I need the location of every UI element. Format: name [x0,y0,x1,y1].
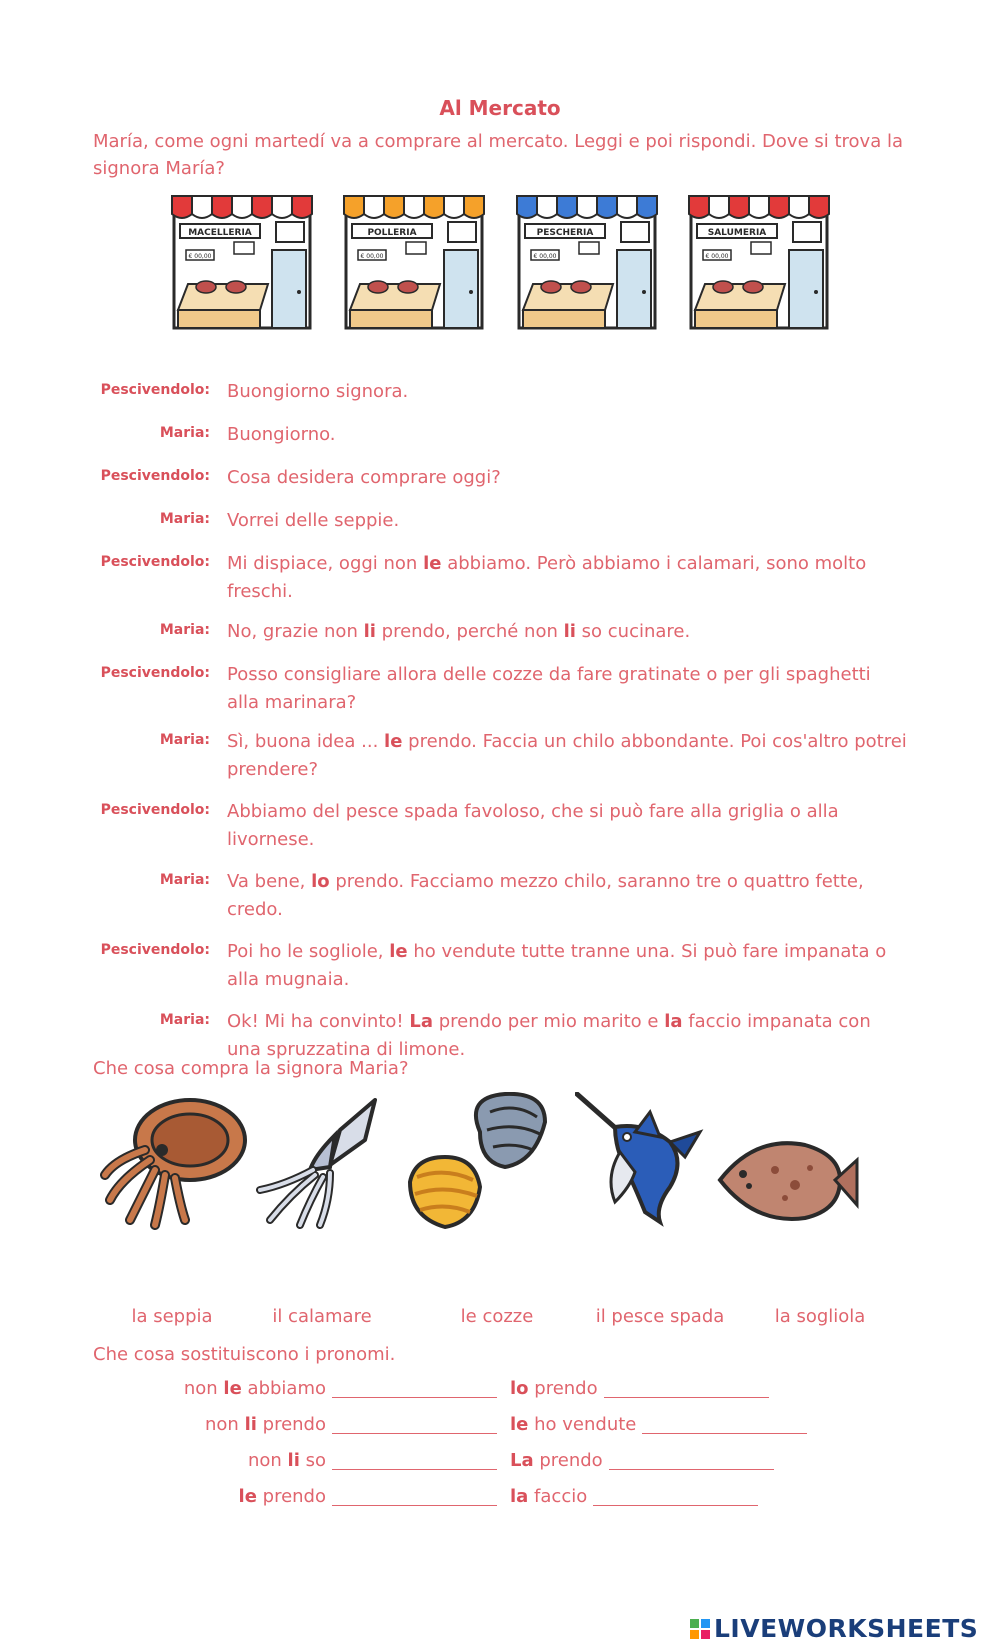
exercise-text: ho vendute [528,1414,637,1435]
exercise-left-2 [248,1450,497,1471]
sole-fish-icon [715,1130,860,1230]
exercise-text: non [205,1414,245,1435]
utterance-text: Cosa desidera comprare oggi? [227,467,501,488]
answer-blank[interactable] [332,1487,497,1506]
label-calamare: il calamare [272,1306,372,1327]
dialogue-line [90,550,907,606]
liveworksheets-logo-icon [690,1619,710,1639]
exercise-pronoun: lo [510,1378,529,1399]
speaker-label: Maria: [159,732,210,748]
squid-icon [255,1095,395,1230]
exercise-text: abbiamo [241,1378,326,1399]
exercise-pronoun: la [510,1486,529,1507]
exercise-pronoun: li [244,1414,257,1435]
speaker-label: Maria: [159,622,210,638]
svg-text:POLLERIA: POLLERIA [367,228,417,238]
utterance [227,938,907,994]
utterance [227,378,907,406]
speaker-label: Maria: [159,511,210,527]
pronoun-highlight: le [384,731,403,752]
exercise-right-0 [510,1378,769,1399]
pronoun-highlight: la [664,1011,683,1032]
exercise-pronoun: le [223,1378,242,1399]
exercise-right-2 [510,1450,774,1471]
shop-polleria [340,192,488,332]
svg-text:€ 00,00: € 00,00 [360,253,384,260]
speaker-label: Pescivendolo: [100,382,210,398]
utterance-text: Mi dispiace, oggi non [227,553,424,574]
dialogue-line [90,618,907,646]
answer-blank[interactable] [604,1379,769,1398]
speaker-label: Pescivendolo: [100,468,210,484]
logo-text: LIVEWORKSHEETS [714,1614,979,1643]
dialogue-line [90,798,907,854]
utterance [227,868,907,924]
label-cozze: le cozze [460,1306,534,1327]
exercise-pronoun: li [287,1450,300,1471]
question-what-buys: Che cosa compra la signora Maria? [93,1058,409,1079]
pronoun-highlight: li [563,621,576,642]
pronoun-highlight: le [423,553,442,574]
utterance-text: Buongiorno signora. [227,381,409,402]
pronoun-highlight: La [409,1011,433,1032]
label-seppia: la seppia [131,1306,213,1327]
utterance-text: Ok! Mi ha convinto! [227,1011,410,1032]
utterance-text: Abbiamo del pesce spada favoloso, che si può fare alla griglia o alla livornese. [227,801,839,850]
question-pronouns: Che cosa sostituiscono i pronomi. [93,1344,396,1365]
svg-text:MACELLERIA: MACELLERIA [188,228,252,238]
answer-blank[interactable] [332,1415,497,1434]
exercise-text: so [299,1450,326,1471]
dialogue-line [90,728,907,784]
dialogue-line [90,1008,907,1064]
exercise-text: non [247,1450,288,1471]
dialogue-line [90,507,907,535]
utterance-text: Sì, buona idea ... [227,731,385,752]
speaker-label: Maria: [159,1012,210,1028]
dialogue-line [90,378,907,406]
pronoun-highlight: lo [311,871,330,892]
cuttlefish-icon [100,1090,250,1230]
utterance [227,507,907,535]
utterance [227,661,907,717]
exercise-text: prendo [256,1414,326,1435]
utterance-text: prendo, perché non [375,621,564,642]
utterance-text: so cucinare. [575,621,691,642]
exercise-text: prendo [533,1450,603,1471]
utterance-text: ho vendute tutte tranne una. Si può fare impanata o alla mugnaia. [227,941,887,990]
speaker-label: Pescivendolo: [100,665,210,681]
liveworksheets-logo [690,1614,978,1643]
dialogue-line [90,938,907,994]
exercise-text: prendo [528,1378,598,1399]
exercise-left-0 [184,1378,497,1399]
speaker-label: Maria: [159,872,210,888]
utterance [227,798,907,854]
utterance-text: Poi ho le sogliole, [227,941,390,962]
intro-text: María, come ogni martedí va a comprare al mercato. Leggi e poi rispondi. Dove si trova la signora María? [93,131,903,179]
speaker-label: Maria: [159,425,210,441]
exercise-pronoun: le [238,1486,257,1507]
svg-text:SALUMERIA: SALUMERIA [707,228,767,238]
label-sogliola: la sogliola [774,1306,866,1327]
utterance-text: prendo. Facciamo mezzo chilo, saranno tre o quattro fette, credo. [227,871,864,920]
answer-blank[interactable] [593,1487,758,1506]
utterance-text: No, grazie non [227,621,364,642]
exercise-text: prendo [256,1486,326,1507]
speaker-label: Pescivendolo: [100,942,210,958]
dialogue-line [90,464,907,492]
exercise-text: faccio [528,1486,588,1507]
exercise-pronoun: La [510,1450,534,1471]
answer-blank[interactable] [609,1451,774,1470]
svg-text:€ 00,00: € 00,00 [188,253,212,260]
utterance-text: Va bene, [227,871,312,892]
label-pesce-spada: il pesce spada [595,1306,725,1327]
utterance [227,1008,907,1064]
page-title: Al Mercato [439,96,561,120]
utterance-text: prendo per mio marito e [432,1011,665,1032]
utterance [227,618,907,646]
dialogue-line [90,661,907,717]
market-shops [168,192,838,332]
pronoun-highlight: li [363,621,376,642]
utterance [227,728,907,784]
swordfish-icon [575,1092,705,1232]
pronoun-highlight: le [389,941,408,962]
answer-blank[interactable] [642,1415,807,1434]
svg-text:€ 00,00: € 00,00 [705,253,729,260]
dialogue-line [90,868,907,924]
shop-pescheria [513,192,661,332]
utterance [227,550,907,606]
speaker-label: Pescivendolo: [100,802,210,818]
dialogue-line [90,421,907,449]
speaker-label: Pescivendolo: [100,554,210,570]
exercise-right-1 [510,1414,807,1435]
shop-salumeria [685,192,833,332]
utterance-text: Posso consigliare allora delle cozze da fare gratinate o per gli spaghetti alla marinara? [227,664,871,713]
answer-blank[interactable] [332,1451,497,1470]
exercise-pronoun: le [510,1414,529,1435]
exercise-right-3 [510,1486,758,1507]
svg-text:PESCHERIA: PESCHERIA [536,228,594,238]
answer-blank[interactable] [332,1379,497,1398]
utterance-text: prendo. Faccia un chilo abbondante. Poi cos'altro potrei prendere? [227,731,907,780]
utterance-text: abbiamo. Però abbiamo i calamari, sono molto freschi. [227,553,867,602]
utterance-text: Buongiorno. [227,424,336,445]
shop-macelleria [168,192,316,332]
utterance-text: faccio impanata con una spruzzatina di limone. [227,1011,871,1060]
exercise-left-1 [205,1414,497,1435]
exercise-left-3 [239,1486,497,1507]
utterance-text: Vorrei delle seppie. [227,510,400,531]
mussels-icon [405,1092,555,1232]
utterance [227,464,907,492]
svg-text:€ 00,00: € 00,00 [533,253,557,260]
utterance [227,421,907,449]
exercise-text: non [183,1378,224,1399]
